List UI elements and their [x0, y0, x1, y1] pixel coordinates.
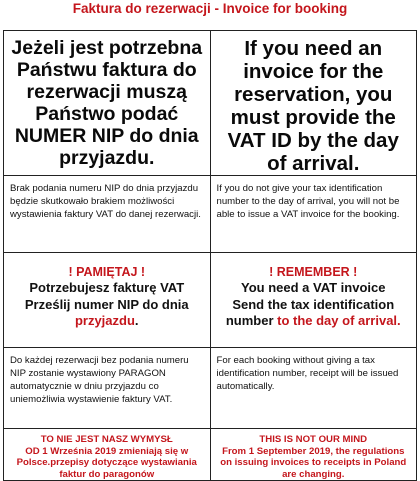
en-remember-line3-text: number	[225, 313, 274, 328]
pl-remember-block	[4, 253, 210, 330]
cell-en-footer	[210, 429, 417, 481]
en-remember-block	[211, 253, 417, 330]
pl-footer-line1: TO NIE JEST NASZ WYMYSŁ	[40, 434, 173, 445]
cell-pl-note	[4, 176, 211, 253]
pl-remember-line2-highlight: przyjazdu	[74, 313, 135, 328]
cell-pl-receipt	[4, 348, 211, 429]
en-note-text: If you do not give your tax identification number to the day of arrival, you will not be able to issue a VAT invoice for the booking.	[216, 183, 400, 220]
cell-en-receipt	[210, 348, 417, 429]
pl-remember-line2-text: Prześlij numer NIP do dnia	[24, 296, 189, 312]
cell-en-note	[210, 176, 417, 253]
cell-pl-footer	[4, 429, 211, 481]
table-row	[4, 348, 417, 429]
en-footer	[211, 429, 417, 480]
en-footer-line3: on issuing invoices to receipts in Poland	[220, 457, 407, 468]
en-footer-line2: From 1 September 2019, the regulations	[222, 445, 405, 457]
en-remember-line3-highlight: to the day of arrival.	[277, 313, 401, 328]
en-footer-line4: are changing.	[282, 468, 345, 480]
pl-footer	[4, 429, 210, 480]
pl-remember-line2	[4, 297, 210, 330]
page-title: Faktura do rezerwacji - Invoice for booking	[72, 1, 348, 16]
pl-footer-line3: Polsce.przepisy dotyczące wystawiania	[16, 457, 197, 468]
en-remember-line3	[211, 313, 417, 330]
en-remember-line1: You need a VAT invoice	[241, 280, 386, 295]
en-remember-heading: ! REMEMBER !	[269, 265, 358, 279]
table-row	[4, 31, 417, 176]
en-receipt-text: For each booking without giving a tax identification number, receipt will be issued automatically.	[216, 355, 399, 392]
cell-en-remember	[210, 253, 417, 348]
table-row	[4, 429, 417, 481]
cell-en-main	[210, 31, 417, 176]
pl-remember-line2-end: .	[134, 313, 139, 328]
table-row	[4, 176, 417, 253]
en-footer-line1: THIS IS NOT OUR MIND	[259, 434, 368, 445]
invoice-info-table	[3, 30, 417, 481]
en-main-text: If you need an invoice for the reservation, you must provide the VAT ID by the day of arrival.	[227, 37, 399, 175]
cell-pl-main	[4, 31, 211, 176]
pl-remember-line1: Potrzebujesz fakturę VAT	[29, 280, 185, 295]
pl-note-text: Brak podania numeru NIP do dnia przyjazdu będzie skutkowało brakiem możliwości wystawienia faktury VAT do danej rezerwacji.	[10, 183, 201, 220]
pl-footer-line2: OD 1 Września 2019 zmieniają się w	[25, 445, 189, 457]
cell-pl-remember	[4, 253, 211, 348]
pl-footer-line4: faktur do paragonów	[59, 468, 155, 480]
pl-receipt-text: Do każdej rezerwacji bez podania numeru NIP zostanie wystawiony PARAGON automatycznie w dniu przyjazdu co uniemożliwia wystawienie faktury VAT.	[10, 355, 189, 405]
pl-remember-heading: ! PAMIĘTAJ !	[68, 265, 146, 279]
en-remember-line2: Send the tax identification	[232, 296, 395, 312]
table-row	[4, 253, 417, 348]
pl-main-text: Jeżeli jest potrzebna Państwu faktura do rezerwacji muszą Państwo podać NUMER NIP do dnia przyjazdu.	[11, 37, 203, 169]
